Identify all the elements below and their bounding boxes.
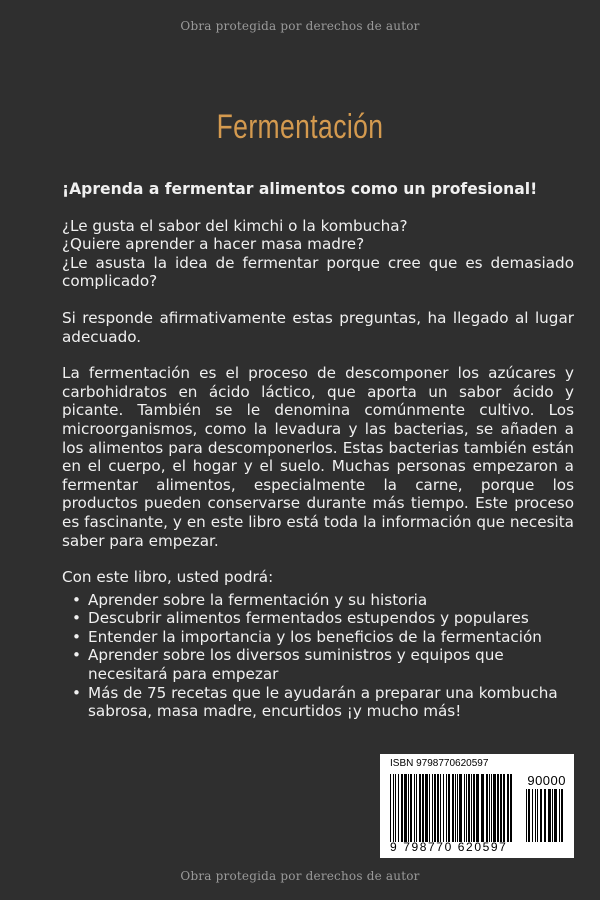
paragraph-intro: Si responde afirmativamente estas preguntas, ha llegado al lugar adecuado.	[62, 308, 574, 346]
isbn-barcode	[380, 754, 574, 858]
benefits-list	[62, 591, 574, 721]
isbn-digits: 9 798770 620597	[390, 840, 508, 854]
back-cover-text	[62, 180, 574, 721]
book-title: Fermentación	[216, 108, 384, 146]
barcode-addon-bars-icon	[526, 789, 566, 842]
list-item: • Aprender sobre los diversos suministros y equipos que necesitará para empezar	[70, 646, 574, 683]
list-item: • Aprender sobre la fermentación y su historia	[70, 591, 574, 610]
list-item: • Entender la importancia y los beneficios de la fermentación	[70, 628, 574, 647]
barcode-bars-icon	[390, 774, 512, 842]
question-3: ¿Le asusta la idea de fermentar porque cree que es demasiado complicado?	[62, 253, 574, 291]
list-intro: Con este libro, usted podrá:	[62, 568, 274, 587]
price-code: 90000	[527, 773, 566, 788]
isbn-label: ISBN 9798770620597	[390, 758, 489, 769]
question-2: ¿Quiere aprender a hacer masa madre?	[62, 235, 365, 254]
copyright-watermark-bottom: Obra protegida por derechos de autor	[180, 869, 420, 883]
question-1: ¿Le gusta el sabor del kimchi o la kombucha?	[62, 216, 408, 235]
copyright-watermark-top: Obra protegida por derechos de autor	[180, 19, 420, 33]
list-item: • Más de 75 recetas que le ayudarán a preparar una kombucha sabrosa, masa madre, encurtidos ¡y mucho más!	[70, 684, 574, 721]
list-item: • Descubrir alimentos fermentados estupendos y populares	[70, 609, 574, 628]
headline: ¡Aprenda a fermentar alimentos como un profesional!	[62, 180, 538, 198]
questions-block	[62, 217, 574, 291]
paragraph-description: La fermentación es el proceso de descomponer los azúcares y carbohidratos en ácido láctico, que aporta un sabor ácido y picante. También se le denomina comúnmente cultivo. Los microorganismos, como la levadura y las bacterias, se añaden a los alimentos para descomponerlos. Estas bacterias también están en el cuerpo, el hogar y el suelo. Muchas personas empezaron a fermentar alimentos, especialmente la carne, porque los productos pueden conservarse durante más tiempo. Este proceso es fascinante, y en este libro está toda la información que necesita saber para empezar.	[62, 364, 574, 550]
